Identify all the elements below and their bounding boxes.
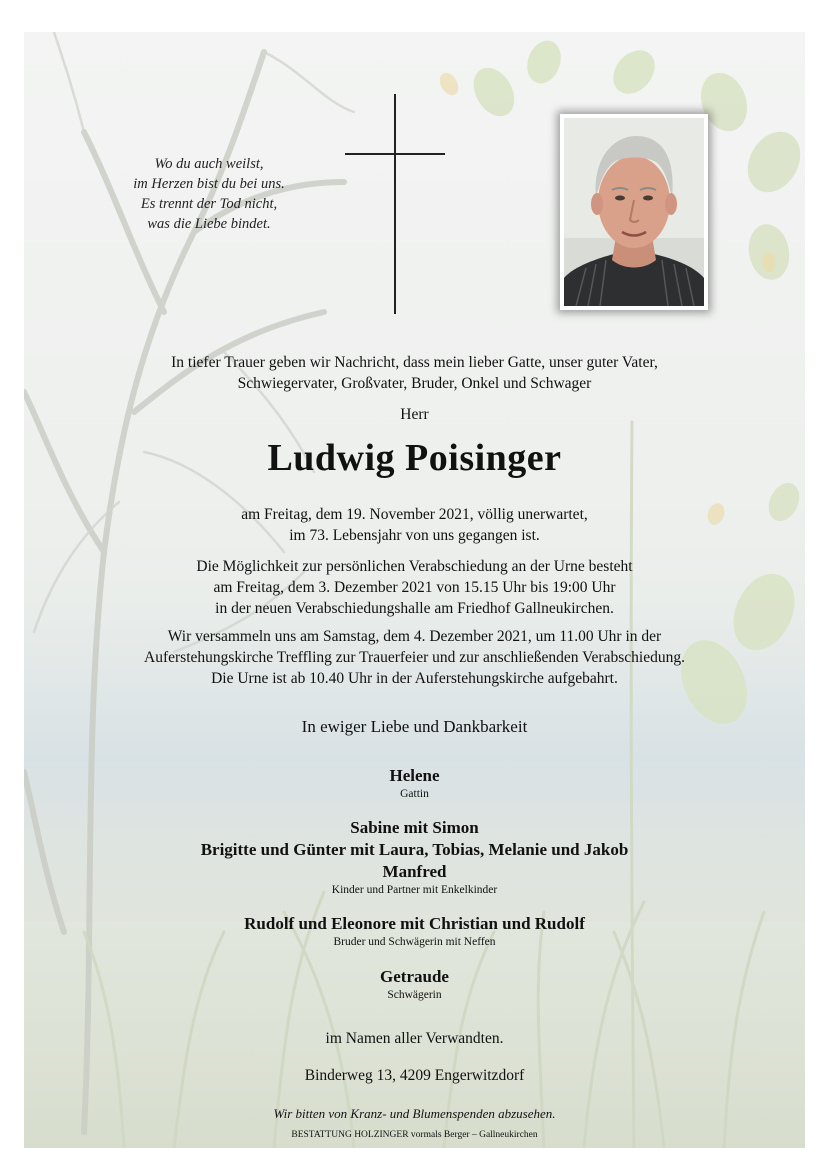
farewell-line: am Freitag, dem 3. Dezember 2021 von 15.15 Uhr bis 19:00 Uhr: [213, 579, 616, 596]
deceased-name: Ludwig Poisinger: [267, 437, 562, 479]
family-address: Binderweg 13, 4209 Engerwitzdorf: [304, 1067, 525, 1084]
intro-line: Schwiegervater, Großvater, Bruder, Onkel und Schwager: [237, 375, 592, 392]
cross-icon: [394, 94, 396, 314]
on-behalf-of-relatives: im Namen aller Verwandten.: [325, 1030, 504, 1047]
mourner-role: Gattin: [400, 788, 429, 800]
service-info: [24, 626, 805, 689]
mourner-role: Kinder und Partner mit Enkelkinder: [331, 884, 498, 896]
mourner-names: Helene: [389, 766, 440, 785]
mourner-names: Sabine mit Simon: [350, 818, 479, 837]
obituary-content: [24, 32, 805, 1148]
mourner-role: Bruder und Schwägerin mit Neffen: [333, 936, 496, 948]
closing-phrase: In ewiger Liebe und Dankbarkeit: [301, 717, 528, 736]
service-line: Die Urne ist ab 10.40 Uhr in der Auferstehungskirche aufgebahrt.: [211, 670, 618, 687]
portrait-illustration: [564, 118, 704, 306]
verse-line: im Herzen bist du bei uns.: [133, 176, 285, 192]
salutation: Herr: [400, 406, 429, 423]
mourner-names: Manfred: [382, 862, 447, 881]
mourner-group: [24, 817, 805, 898]
service-line: Wir versammeln uns am Samstag, dem 4. Dezember 2021, um 11.00 Uhr in der: [167, 628, 662, 645]
mourner-group: [24, 913, 805, 950]
intro-line: In tiefer Trauer geben wir Nachricht, dass mein lieber Gatte, unser guter Vater,: [171, 354, 658, 371]
death-line: im 73. Lebensjahr von uns gegangen ist.: [289, 527, 540, 544]
verse-line: Es trennt der Tod nicht,: [140, 196, 278, 212]
announcement-intro: [24, 352, 805, 394]
verse-line: was die Liebe bindet.: [147, 216, 271, 232]
mourner-names: Rudolf und Eleonore mit Christian und Rudolf: [244, 914, 585, 933]
verse-line: Wo du auch weilst,: [154, 156, 264, 172]
mourner-group: [24, 765, 805, 802]
mourner-names: Brigitte und Günter mit Laura, Tobias, Melanie und Jakob: [200, 840, 629, 859]
farewell-line: in der neuen Verabschiedungshalle am Friedhof Gallneukirchen.: [215, 600, 614, 617]
mourner-names: Getraude: [380, 967, 449, 986]
farewell-info: [24, 556, 805, 619]
obituary-card: [24, 32, 805, 1148]
farewell-line: Die Möglichkeit zur persönlichen Verabschiedung an der Urne besteht: [196, 558, 633, 575]
memorial-verse: [84, 154, 334, 234]
undertaker-credit: BESTATTUNG HOLZINGER vormals Berger – Gallneukirchen: [291, 1130, 538, 1140]
death-line: am Freitag, dem 19. November 2021, völlig unerwartet,: [241, 506, 588, 523]
mourner-group: [24, 966, 805, 1003]
cross-icon-bar: [345, 153, 445, 155]
death-notice: [24, 504, 805, 546]
portrait-photo: [560, 114, 708, 310]
service-line: Auferstehungskirche Treffling zur Trauerfeier und zur anschließenden Verabschiedung.: [144, 649, 685, 666]
donation-request: Wir bitten von Kranz- und Blumenspenden abzusehen.: [273, 1106, 556, 1121]
mourner-role: Schwägerin: [387, 989, 442, 1001]
